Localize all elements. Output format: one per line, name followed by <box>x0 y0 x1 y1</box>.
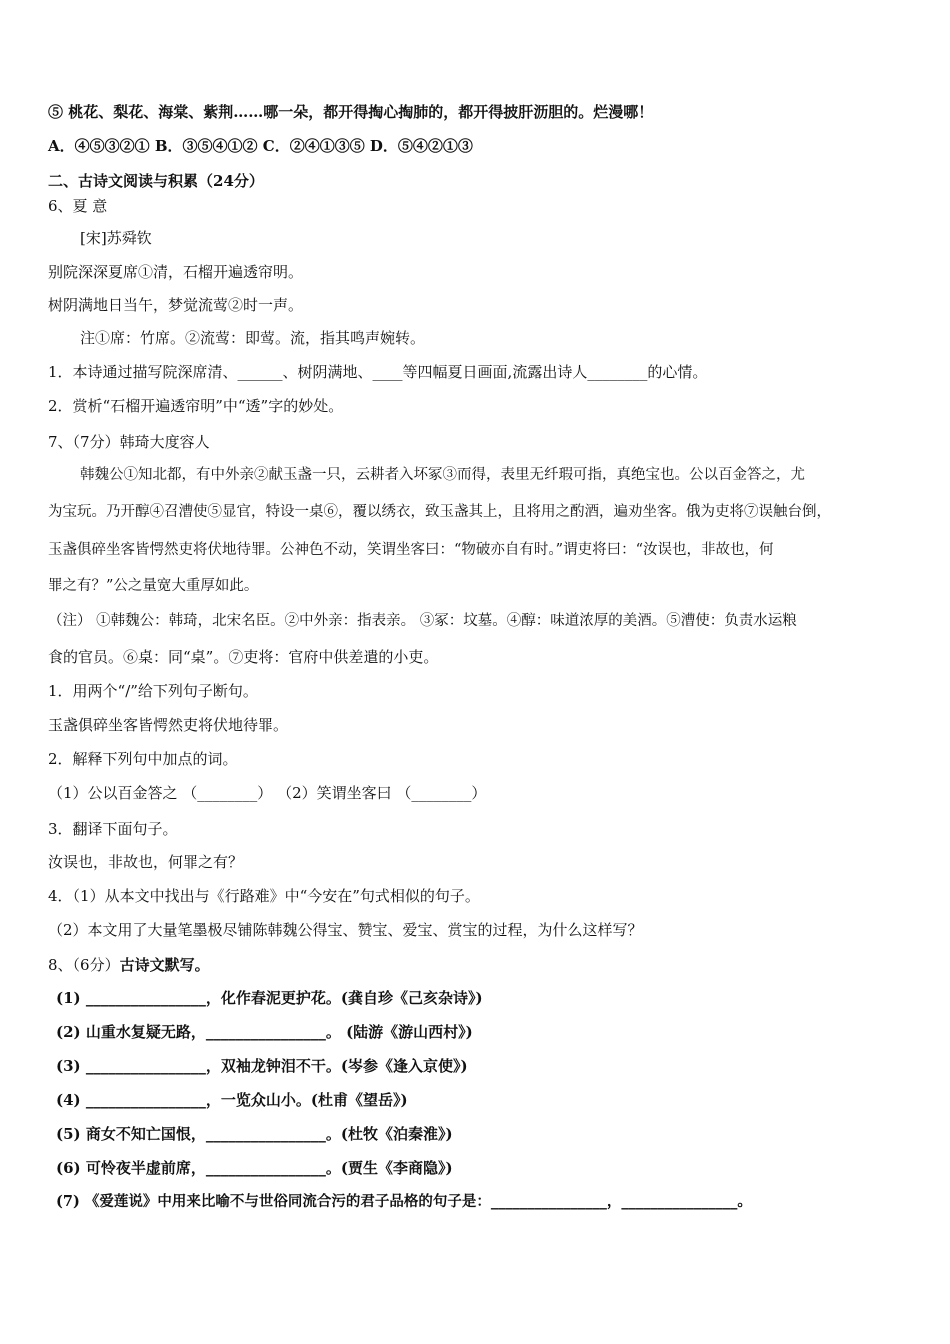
q7-note1: （注） ①韩魏公：韩琦，北宋名臣。②中外亲：指表亲。 ③冢：坟墓。④醇：味道浓厚的美酒。⑤漕使：负责水运粮 <box>48 613 797 629</box>
q7-sub3: 3．翻译下面句子。 <box>48 820 178 838</box>
q5-options: A．④⑤③②① B．③⑤④①② C．②④①③⑤ D．⑤④②①③ <box>48 137 473 155</box>
q7-sub1: 1．用两个“/”给下列句子断句。 <box>48 682 258 700</box>
q7-para4: 罪之有？”公之量宽大重厚如此。 <box>48 578 259 594</box>
q6-title: 6、夏 意 <box>48 197 108 215</box>
q6-poem-line2: 树阴满地日当午，梦觉流莺②时一声。 <box>48 296 304 314</box>
q8-item-2: (2) 山重水复疑无路，________________。 (陆游《游山西村》) <box>56 1023 473 1041</box>
q8-title <box>48 955 210 975</box>
q6-sub1: 1．本诗通过描写院深席清、______、树阴满地、____等四幅夏日画面,流露出诗人________的心情。 <box>48 363 708 381</box>
q8-item-6: (6) 可怜夜半虚前席，________________。(贾生《李商隐》) <box>56 1159 453 1177</box>
q7-title: 7、（7分）韩琦大度容人 <box>48 433 210 451</box>
q8-item-7: (7) 《爱莲说》中用来比喻不与世俗同流合污的君子品格的句子是：________________，________________。 <box>56 1193 752 1210</box>
q6-note: 注①席：竹席。②流莺：即莺。流，指其鸣声婉转。 <box>80 329 426 347</box>
q8-title-prefix: 8、（6分） <box>48 956 120 974</box>
q7-note2: 食的官员。⑥桌：同“桌”。⑦吏将：官府中供差遣的小吏。 <box>48 648 439 666</box>
q7-para2: 为宝玩。乃开醇④召漕使⑤显官，特设一桌⑥，覆以绣衣，致玉盏其上，且将用之酌酒，遍劝坐客。俄为吏将⑦误触台倒， <box>48 504 831 520</box>
q8-item-5: (5) 商女不知亡国恨，________________。(杜牧《泊秦淮》) <box>56 1125 453 1143</box>
section2-heading: 二、古诗文阅读与积累（24分） <box>48 172 264 190</box>
q8-title-bold: 古诗文默写。 <box>119 956 210 974</box>
q7-sub1-text: 玉盏俱碎坐客皆愕然吏将伏地待罪。 <box>48 716 289 734</box>
q7-sub4a: 4．（1）从本文中找出与《行路难》中“今安在”句式相似的句子。 <box>48 887 480 905</box>
q5-item5: ⑤ 桃花、梨花、海棠、紫荆……哪一朵，都开得掏心掏肺的，都开得披肝沥胆的。烂漫哪！ <box>48 103 654 121</box>
q6-poem-line1: 别院深深夏席①清，石榴开遍透帘明。 <box>48 263 304 281</box>
q7-sub3-text: 汝误也，非故也，何罪之有？ <box>48 853 244 871</box>
q7-sub2: 2．解释下列句中加点的词。 <box>48 750 238 768</box>
q6-author: [宋]苏舜钦 <box>80 229 152 247</box>
q8-item-1: (1) ________________，化作春泥更护花。(龚自珍《己亥杂诗》) <box>56 989 483 1007</box>
q7-para1: 韩魏公①知北都，有中外亲②献玉盏一只，云耕者入坏冢③而得，表里无纤瑕可指，真绝宝也。公以百金答之，尤 <box>80 467 805 483</box>
q7-sub2-items: （1）公以百金答之 （________） （2）笑谓坐客曰 （________） <box>48 784 487 802</box>
q8-item-4: (4) ________________，一览众山小。(杜甫《望岳》) <box>56 1091 408 1109</box>
q8-item-3: (3) ________________，双袖龙钟泪不干。(岑参《逢入京使》) <box>56 1057 468 1075</box>
q7-sub4b: （2）本文用了大量笔墨极尽铺陈韩魏公得宝、赞宝、爱宝、赏宝的过程，为什么这样写？ <box>48 921 643 939</box>
q7-para3: 玉盏俱碎坐客皆愕然吏将伏地待罪。公神色不动，笑谓坐客曰：“物破亦自有时。”谓吏将曰：“汝误也，非故也，何 <box>48 542 774 558</box>
q6-sub2: 2．赏析“石榴开遍透帘明”中“透”字的妙处。 <box>48 397 344 415</box>
